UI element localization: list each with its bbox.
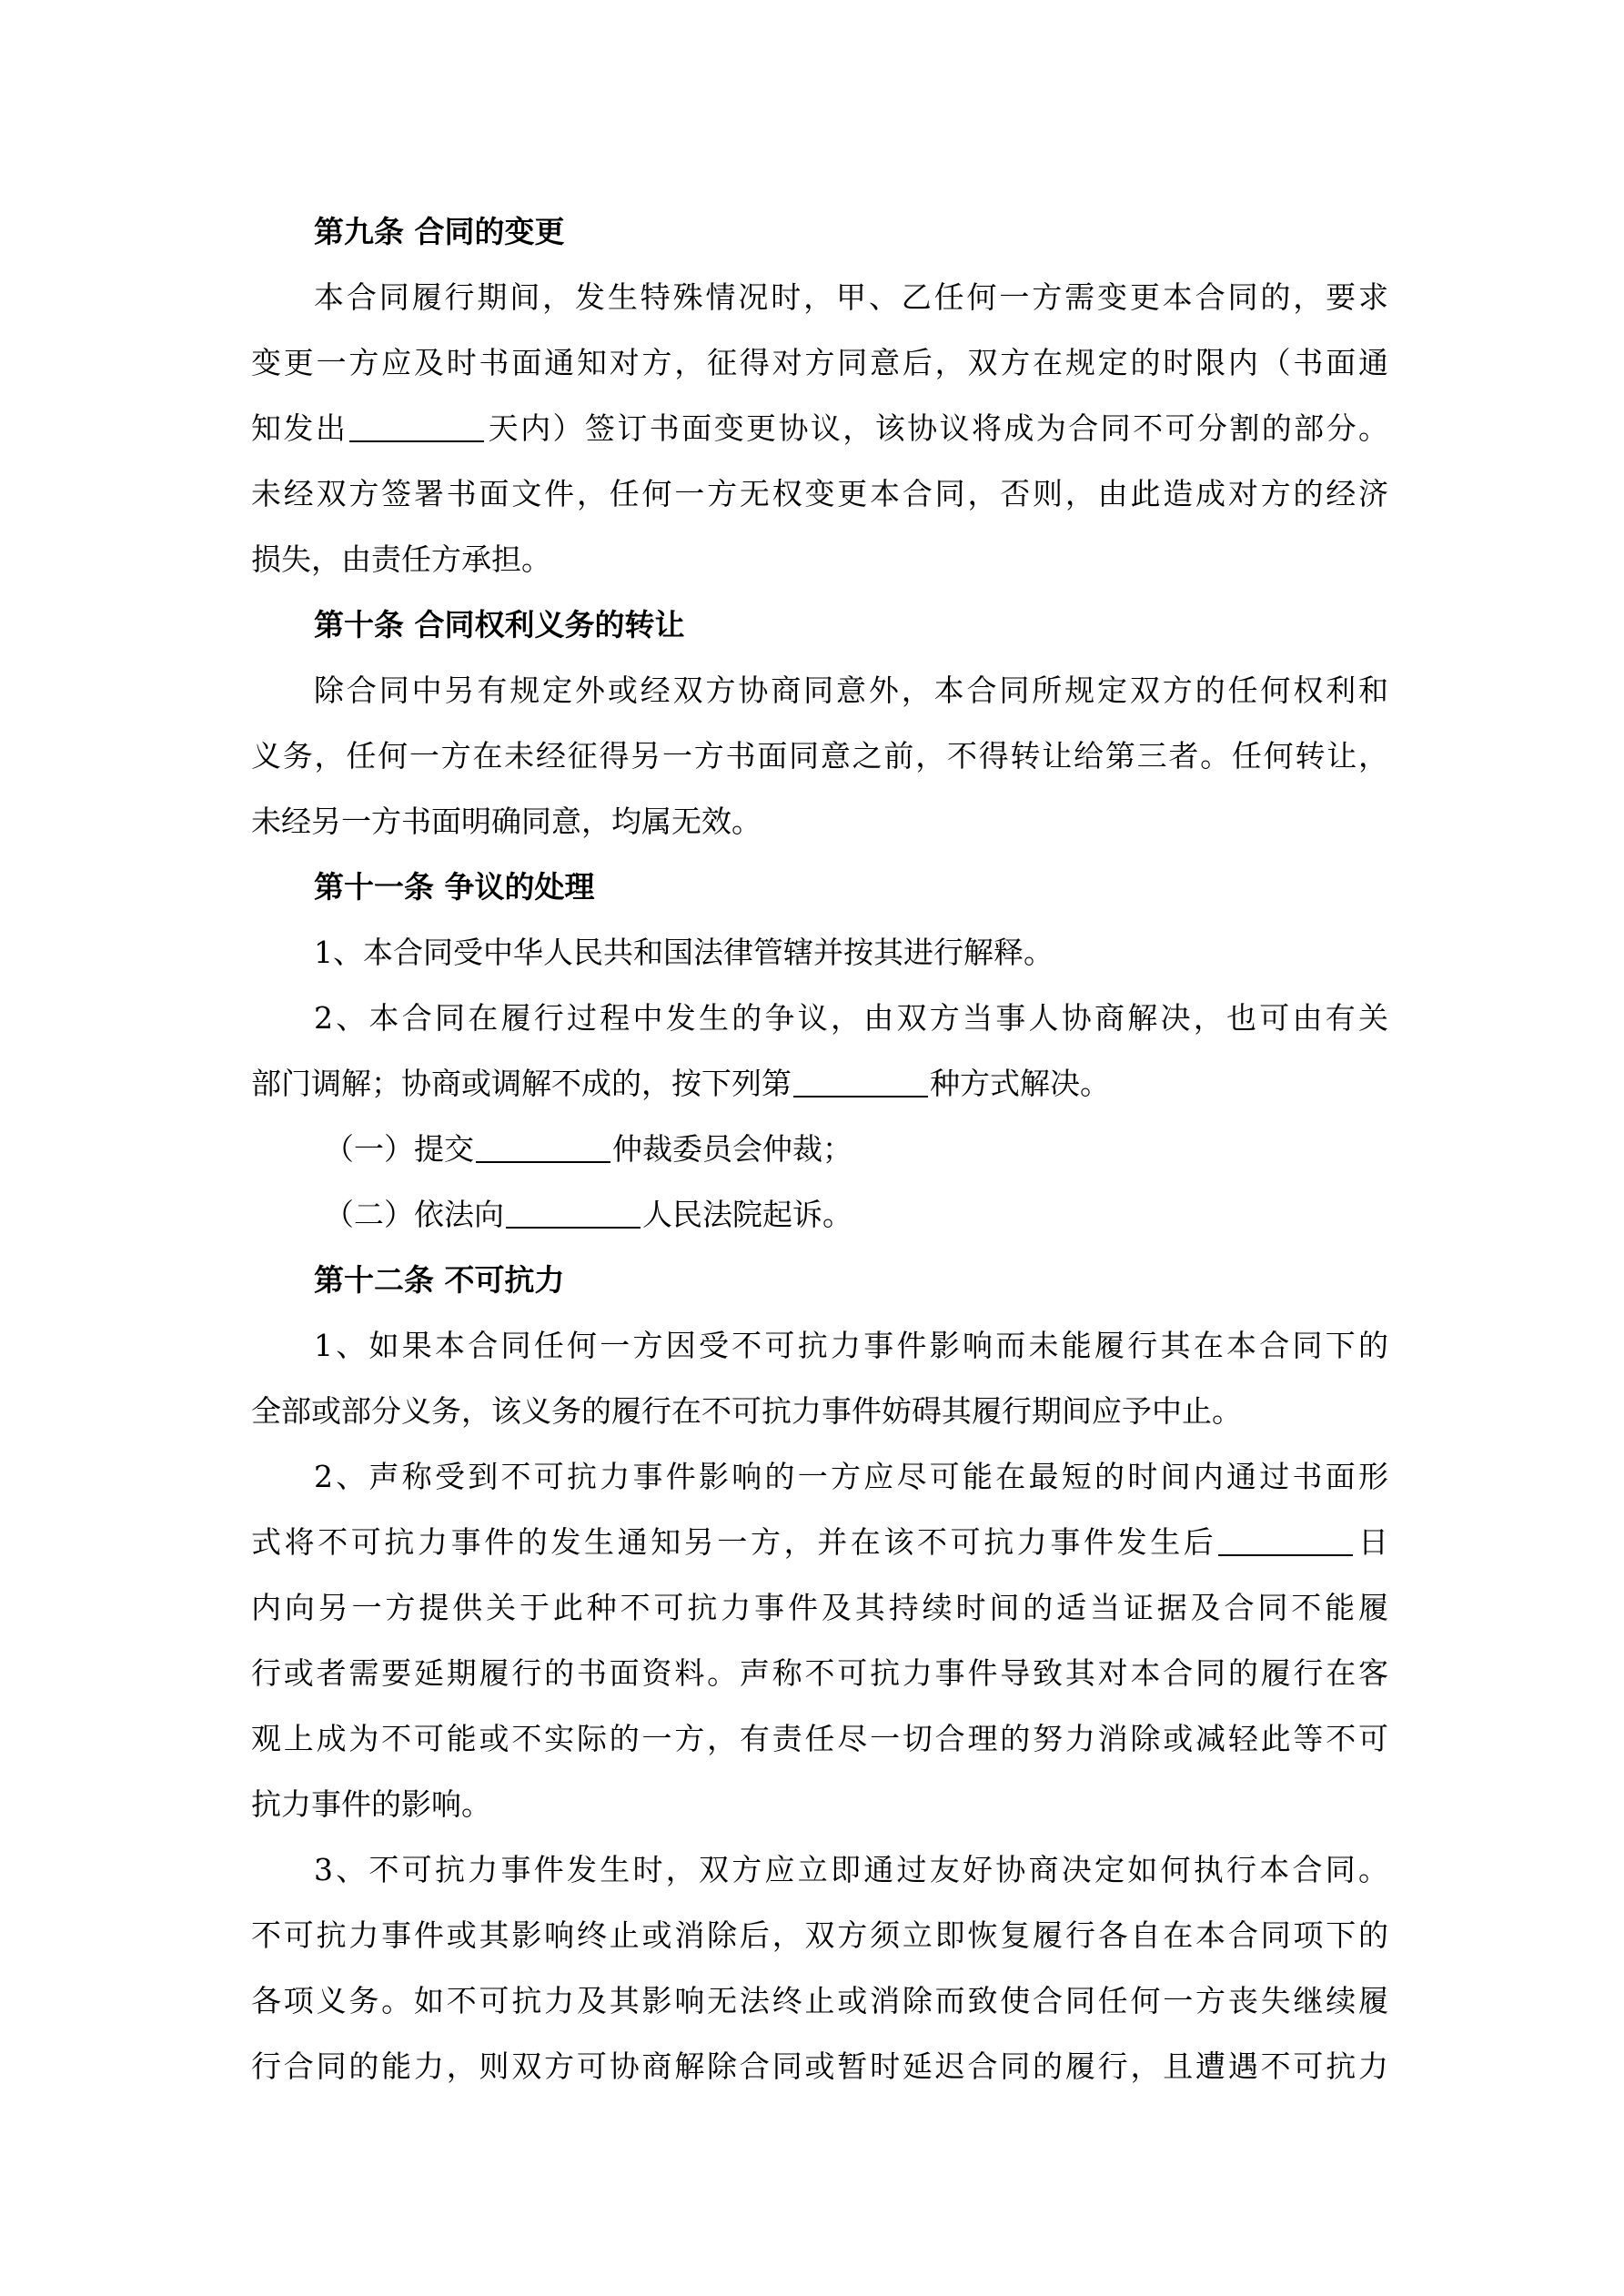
article-12-line — [251, 1510, 1388, 1575]
article-11-line — [251, 1051, 1388, 1117]
article-12-line: 1、如果本合同任何一方因受不可抗力事件影响而未能履行其在本合同下的 — [314, 1328, 1388, 1363]
article-9-line: 本合同履行期间，发生特殊情况时，甲、乙任何一方需变更本合同的，要求 — [314, 279, 1388, 315]
article-10-line: 义务，任何一方在未经征得另一方书面同意之前，不得转让给第三者。任何转让， — [251, 738, 1388, 774]
text-segment: 天内）签订书面变更协议，该协议将成为合同不可分割的部分。 — [486, 410, 1389, 446]
article-11-option — [251, 1117, 1388, 1182]
article-11-heading: 第十一条 争议的处理 — [314, 869, 595, 905]
article-10-heading: 第十条 合同权利义务的转让 — [314, 607, 685, 642]
article-11-line: 1、本合同受中华人民共和国法律管辖并按其进行解释。 — [314, 935, 1054, 970]
article-10-line: 未经另一方书面明确同意，均属无效。 — [251, 804, 762, 839]
article-9-line: 变更一方应及时书面通知对方，征得对方同意后，双方在规定的时限内（书面通 — [251, 345, 1388, 380]
article-12-line: 不可抗力事件或其影响终止或消除后，双方须立即恢复履行各自在本合同项下的 — [251, 1917, 1388, 1953]
article-11-line: 2、本合同在履行过程中发生的争议，由双方当事人协商解决，也可由有关 — [314, 1000, 1388, 1036]
article-12-line: 抗力事件的影响。 — [251, 1786, 491, 1822]
article-12-line: 行或者需要延期履行的书面资料。声称不可抗力事件导致其对本合同的履行在客 — [251, 1655, 1388, 1691]
article-12-line: 行合同的能力，则双方可协商解除合同或暂时延迟合同的履行，且遭遇不可抗力 — [251, 2048, 1388, 2084]
fill-in-blank-arbitration[interactable] — [476, 1131, 610, 1163]
text-segment: 仲裁委员会仲裁； — [612, 1131, 852, 1167]
article-12-heading: 第十二条 不可抗力 — [314, 1262, 565, 1298]
article-12-line: 全部或部分义务，该义务的履行在不可抗力事件妨碍其履行期间应予中止。 — [251, 1393, 1242, 1429]
fill-in-blank-court[interactable] — [506, 1197, 641, 1229]
text-segment: 式将不可抗力事件的发生通知另一方，并在该不可抗力事件发生后 — [251, 1524, 1217, 1560]
article-9-heading: 第九条 合同的变更 — [314, 214, 565, 249]
article-11-option — [251, 1182, 1388, 1248]
article-9-line: 损失，由责任方承担。 — [251, 541, 551, 577]
article-12-line: 内向另一方提供关于此种不可抗力事件及其持续时间的适当证据及合同不能履 — [251, 1590, 1388, 1625]
fill-in-blank-method[interactable] — [793, 1066, 928, 1097]
text-segment: 部门调解；协商或调解不成的，按下列第 — [251, 1066, 792, 1101]
text-segment: 知发出 — [251, 410, 348, 446]
article-9-line — [251, 396, 1388, 461]
text-segment: （一）提交 — [324, 1131, 474, 1167]
fill-in-blank-notice-days[interactable] — [1218, 1524, 1353, 1556]
text-segment: 种方式解决。 — [930, 1066, 1110, 1101]
article-12-line: 2、声称受到不可抗力事件影响的一方应尽可能在最短的时间内通过书面形 — [314, 1459, 1388, 1494]
article-9-line: 未经双方签署书面文件，任何一方无权变更本合同，否则，由此造成对方的经济 — [251, 476, 1388, 511]
text-segment: 日 — [1355, 1524, 1389, 1560]
text-segment: 人民法院起诉。 — [642, 1197, 852, 1232]
article-10-line: 除合同中另有规定外或经双方协商同意外，本合同所规定双方的任何权利和 — [314, 673, 1388, 708]
fill-in-blank-days[interactable] — [349, 410, 484, 442]
contract-body — [251, 199, 1388, 2099]
text-segment: （二）依法向 — [324, 1197, 504, 1232]
article-12-line: 各项义务。如不可抗力及其影响无法终止或消除而致使合同任何一方丧失继续履 — [251, 1983, 1388, 2018]
article-12-line: 3、不可抗力事件发生时，双方应立即通过友好协商决定如何执行本合同。 — [314, 1852, 1388, 1887]
article-12-line: 观上成为不可能或不实际的一方，有责任尽一切合理的努力消除或减轻此等不可 — [251, 1721, 1388, 1756]
